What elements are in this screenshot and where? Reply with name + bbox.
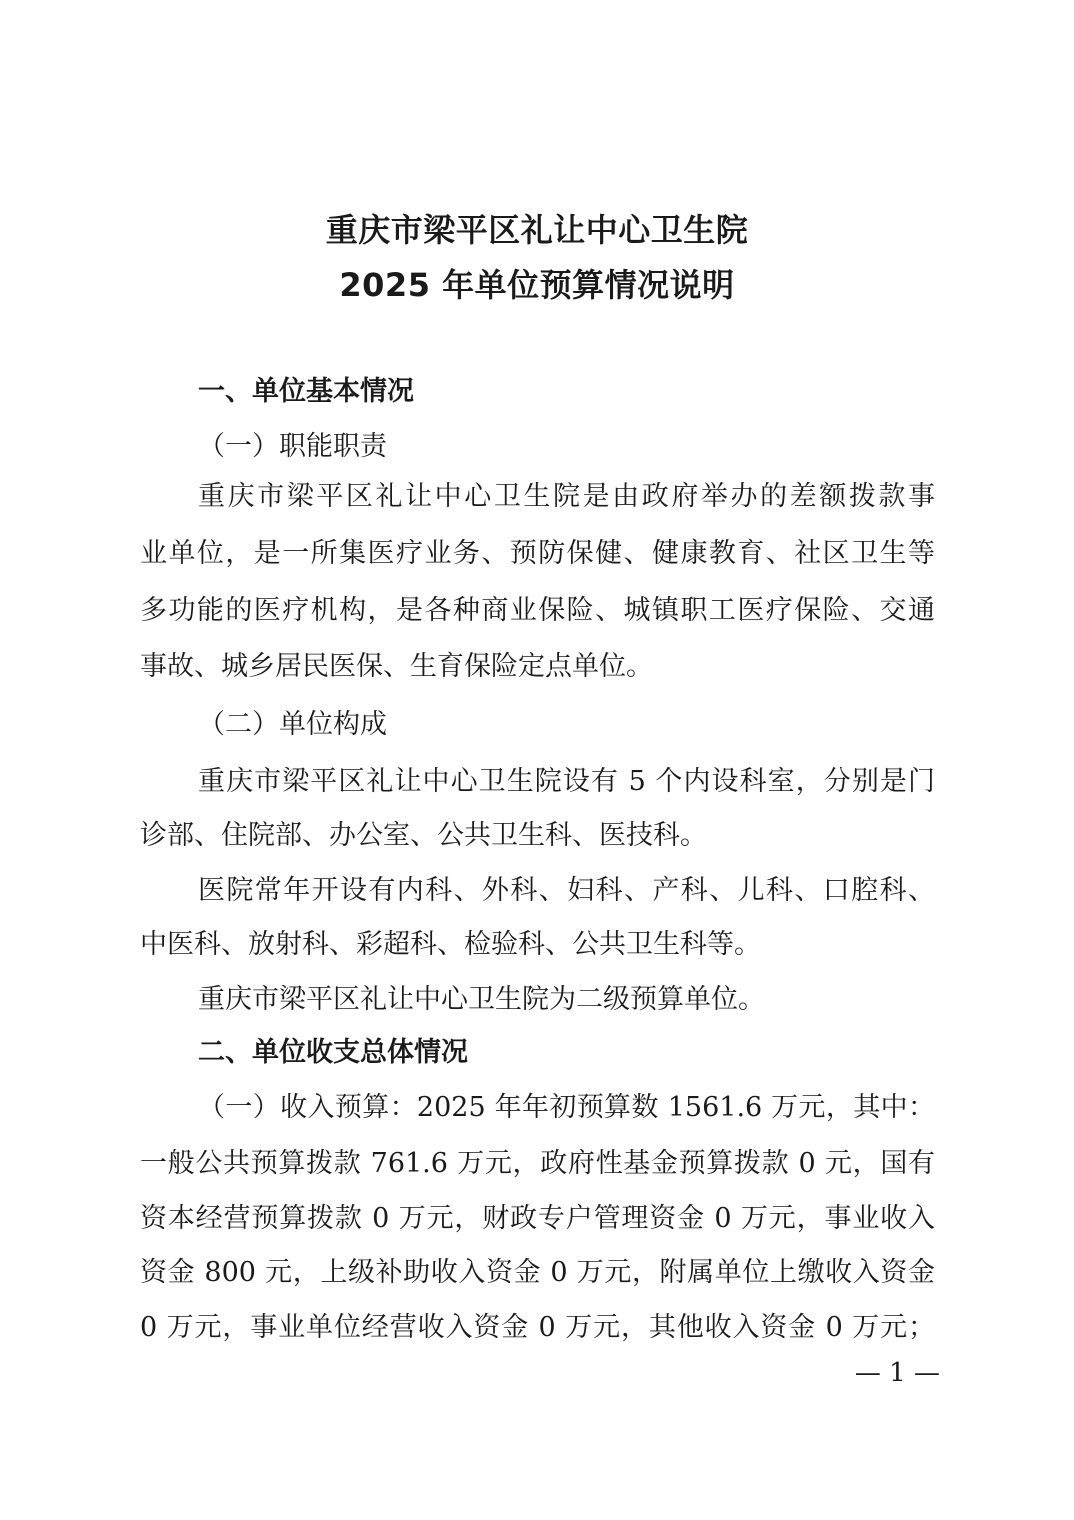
page-number: — 1 — [854,1358,940,1388]
paragraph-line: 医院常年开设有内科、外科、妇科、产科、儿科、口腔科、 [198,875,935,906]
paragraph-line: （一）收入预算：2025 年年初预算数 1561.6 万元，其中： [198,1092,935,1123]
paragraph-line: 重庆市梁平区礼让中心卫生院设有 5 个内设科室，分别是门 [198,766,935,797]
section2-heading: 二、单位收支总体情况 [198,1037,468,1068]
paragraph-line: 一般公共预算拨款 761.6 万元，政府性基金预算拨款 0 元，国有 [140,1148,935,1179]
paragraph-line: 中医科、放射科、彩超科、检验科、公共卫生科等。 [140,929,761,960]
paragraph-line: 多功能的医疗机构，是各种商业保险、城镇职工医疗保险、交通 [140,595,935,626]
section1-sub1-heading: （一）职能职责 [198,431,387,462]
document-title-line2: 2025 年单位预算情况说明 [339,266,735,304]
paragraph-line: 重庆市梁平区礼让中心卫生院为二级预算单位。 [198,984,765,1015]
paragraph-line: 资本经营预算拨款 0 万元，财政专户管理资金 0 万元，事业收入 [140,1203,935,1234]
paragraph-line: 业单位，是一所集医疗业务、预防保健、健康教育、社区卫生等 [140,538,935,569]
paragraph-line: 事故、城乡居民医保、生育保险定点单位。 [140,651,653,682]
section1-heading: 一、单位基本情况 [198,376,414,407]
paragraph-line: 诊部、住院部、办公室、公共卫生科、医技科。 [140,820,707,851]
paragraph-line: 0 万元，事业单位经营收入资金 0 万元，其他收入资金 0 万元； [140,1312,935,1343]
section1-sub2-heading: （二）单位构成 [198,709,387,740]
paragraph-line: 重庆市梁平区礼让中心卫生院是由政府举办的差额拨款事 [198,481,935,512]
document-title-line1: 重庆市梁平区礼让中心卫生院 [325,211,749,249]
paragraph-line: 资金 800 元，上级补助收入资金 0 万元，附属单位上缴收入资金 [140,1257,935,1288]
